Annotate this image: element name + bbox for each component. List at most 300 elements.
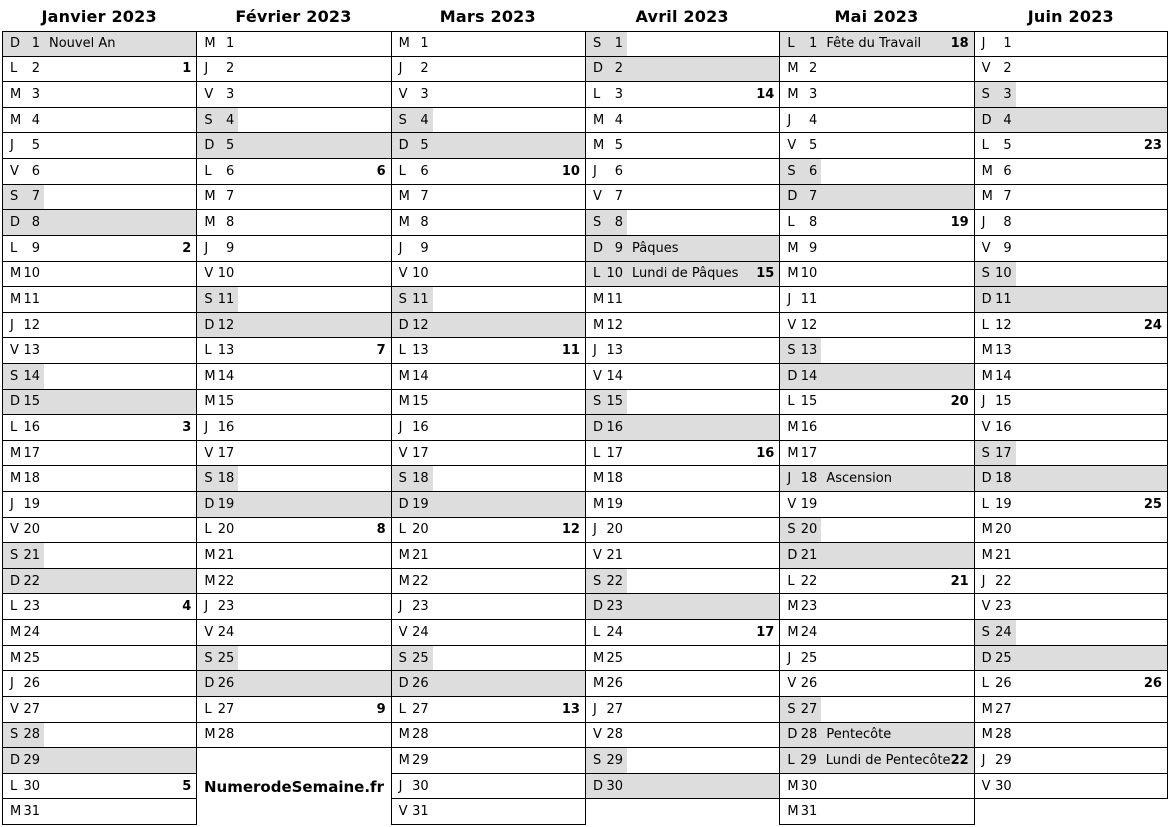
day-letter: M [981, 343, 993, 359]
month-title: Mars 2023 [439, 7, 536, 26]
day-number: 2 [614, 61, 623, 77]
day-letter: M [787, 778, 799, 794]
day-cell [585, 594, 779, 620]
day-letter: V [592, 548, 602, 564]
day-cell [585, 287, 779, 313]
day-cell [391, 338, 585, 364]
day-cell [585, 723, 779, 749]
day-letter: D [204, 138, 215, 154]
day-letter: D [398, 138, 409, 154]
day-cell [779, 415, 973, 441]
day-letter: D [592, 778, 603, 794]
day-number: 29 [995, 752, 1012, 768]
day-cell [974, 646, 1168, 672]
day-cell [779, 518, 973, 544]
day-number: 26 [995, 676, 1012, 692]
day-letter: M [398, 368, 410, 384]
day-cell [779, 31, 973, 57]
day-cell [196, 492, 390, 518]
day-number: 15 [217, 394, 235, 410]
day-number: 21 [412, 548, 429, 564]
day-number: 27 [800, 701, 818, 717]
day-letter: L [981, 138, 989, 154]
day-cell [2, 620, 196, 646]
day-letter: M [398, 394, 410, 410]
day-cell [196, 57, 390, 83]
day-letter: J [398, 599, 403, 615]
day-letter: D [204, 317, 215, 333]
day-cell [2, 799, 196, 825]
day-number: 20 [412, 522, 429, 538]
day-letter: D [10, 573, 21, 589]
day-cell [196, 133, 390, 159]
day-number: 16 [217, 419, 235, 435]
week-number: 3 [182, 419, 192, 435]
day-letter: V [398, 804, 408, 820]
day-number: 8 [420, 215, 429, 231]
week-number: 9 [376, 701, 386, 717]
day-number: 19 [606, 496, 623, 512]
day-letter: D [398, 317, 409, 333]
day-letter: D [10, 215, 21, 231]
day-cell [779, 364, 973, 390]
day-number: 29 [800, 752, 817, 768]
day-number: 20 [995, 522, 1012, 538]
day-number: 14 [606, 368, 623, 384]
month-title: Février 2023 [235, 7, 352, 26]
day-letter: S [10, 727, 19, 743]
day-number: 15 [606, 394, 623, 410]
week-number: 15 [756, 266, 775, 282]
day-cell [974, 518, 1168, 544]
day-letter: M [204, 36, 216, 52]
day-cell [779, 671, 973, 697]
day-cell [974, 569, 1168, 595]
day-number: 9 [614, 240, 623, 256]
day-letter: M [787, 445, 799, 461]
day-number: 25 [995, 650, 1012, 666]
day-letter: S [981, 87, 990, 103]
day-letter: M [592, 496, 605, 512]
day-number: 16 [23, 419, 40, 435]
day-cell [391, 262, 585, 288]
day-letter: J [204, 240, 209, 256]
day-cell [391, 492, 585, 518]
day-letter: D [592, 240, 603, 256]
day-letter: M [592, 138, 605, 154]
day-letter: L [787, 36, 795, 52]
day-letter: D [787, 189, 798, 205]
day-number: 15 [995, 394, 1012, 410]
day-number: 22 [800, 573, 818, 589]
day-letter: S [787, 343, 796, 359]
day-cell [196, 671, 390, 697]
day-letter: V [204, 624, 214, 640]
day-number: 26 [606, 676, 623, 692]
day-cell [779, 390, 973, 416]
day-number: 15 [23, 394, 40, 410]
day-cell [196, 313, 390, 339]
day-letter: M [592, 650, 605, 666]
day-letter: M [10, 112, 22, 128]
day-number: 12 [412, 317, 429, 333]
day-cell [196, 108, 390, 134]
week-number: 10 [561, 163, 580, 179]
day-cell [196, 569, 390, 595]
day-letter: J [398, 240, 403, 256]
day-number: 22 [412, 573, 429, 589]
day-cell [391, 133, 585, 159]
day-number: 22 [995, 573, 1012, 589]
day-cell [585, 108, 779, 134]
day-cell [391, 620, 585, 646]
day-cell [196, 620, 390, 646]
day-number: 27 [412, 701, 429, 717]
day-number: 24 [995, 624, 1012, 640]
day-number: 18 [995, 471, 1012, 487]
day-letter: D [592, 599, 603, 615]
day-letter: J [981, 36, 986, 52]
day-number: 13 [800, 343, 818, 359]
day-letter: L [981, 317, 989, 333]
day-number: 21 [995, 548, 1012, 564]
day-letter: J [204, 599, 209, 615]
day-letter: M [981, 727, 993, 743]
day-cell [974, 364, 1168, 390]
day-number: 24 [23, 624, 40, 640]
day-letter: D [398, 676, 409, 692]
month-title: Mai 2023 [834, 7, 919, 26]
day-number: 29 [23, 752, 40, 768]
day-number: 19 [412, 496, 429, 512]
day-letter: M [787, 624, 799, 640]
day-cell [779, 236, 973, 262]
day-cell [391, 185, 585, 211]
day-cell [779, 646, 973, 672]
day-cell [585, 210, 779, 236]
day-cell [974, 82, 1168, 108]
day-letter: J [787, 112, 792, 128]
day-letter: L [787, 752, 795, 768]
day-number: 7 [614, 189, 623, 205]
day-letter: M [204, 727, 216, 743]
day-number: 14 [217, 368, 235, 384]
day-letter: S [981, 624, 990, 640]
day-letter: S [592, 394, 602, 410]
day-number: 23 [995, 599, 1012, 615]
day-letter: M [10, 471, 22, 487]
day-number: 18 [800, 471, 818, 487]
day-number: 19 [800, 496, 818, 512]
day-cell [974, 108, 1168, 134]
day-cell [391, 57, 585, 83]
week-number: 23 [1143, 138, 1162, 154]
day-letter: M [787, 240, 799, 256]
week-number: 5 [182, 778, 192, 794]
day-letter: S [592, 215, 602, 231]
day-cell [2, 57, 196, 83]
day-cell [2, 31, 196, 57]
day-number: 11 [217, 291, 235, 307]
day-cell [779, 466, 973, 492]
day-number: 8 [614, 215, 623, 231]
day-number: 30 [606, 778, 623, 794]
week-number: 13 [561, 701, 580, 717]
day-number: 10 [412, 266, 429, 282]
week-number: 12 [561, 522, 580, 538]
day-cell [196, 466, 390, 492]
day-number: 28 [412, 727, 429, 743]
day-number: 12 [800, 317, 818, 333]
day-number: 3 [614, 87, 623, 103]
day-cell [391, 441, 585, 467]
month-title: Avril 2023 [635, 7, 729, 26]
day-letter: V [204, 266, 214, 282]
day-letter: J [981, 394, 986, 410]
day-number: 18 [23, 471, 40, 487]
day-letter: D [787, 368, 798, 384]
day-letter: M [398, 215, 410, 231]
day-number: 28 [995, 727, 1012, 743]
day-letter: V [204, 445, 214, 461]
day-cell [779, 774, 973, 800]
day-letter: V [204, 87, 214, 103]
day-letter: M [787, 419, 799, 435]
day-letter: D [10, 36, 21, 52]
day-number: 21 [217, 548, 235, 564]
day-cell [391, 31, 585, 57]
day-number: 13 [23, 343, 40, 359]
day-cell [196, 364, 390, 390]
day-letter: M [592, 317, 605, 333]
day-letter: D [10, 752, 21, 768]
day-letter: L [204, 343, 212, 359]
day-letter: V [981, 240, 991, 256]
day-number: 8 [809, 215, 818, 231]
day-number: 27 [606, 701, 623, 717]
day-cell [974, 390, 1168, 416]
day-cell [974, 236, 1168, 262]
day-letter: L [10, 778, 18, 794]
day-cell [974, 723, 1168, 749]
day-number: 14 [995, 368, 1012, 384]
day-letter: S [204, 291, 213, 307]
day-number: 14 [412, 368, 429, 384]
day-cell [585, 671, 779, 697]
day-letter: L [981, 676, 989, 692]
day-cell [391, 364, 585, 390]
day-letter: D [981, 291, 992, 307]
day-cell [196, 415, 390, 441]
day-number: 11 [23, 291, 40, 307]
day-number: 31 [412, 804, 429, 820]
day-cell [974, 671, 1168, 697]
day-letter: L [204, 701, 212, 717]
day-cell [196, 31, 390, 57]
day-number: 17 [606, 445, 623, 461]
day-cell [974, 210, 1168, 236]
day-letter: S [981, 266, 990, 282]
day-letter: S [10, 368, 19, 384]
day-number: 25 [217, 650, 235, 666]
day-number: 11 [412, 291, 429, 307]
day-number: 2 [31, 61, 40, 77]
day-number: 30 [412, 778, 429, 794]
day-number: 17 [23, 445, 40, 461]
day-letter: L [592, 266, 601, 282]
day-cell [974, 133, 1168, 159]
day-number: 20 [800, 522, 818, 538]
day-cell [585, 338, 779, 364]
day-letter: V [787, 676, 797, 692]
day-cell [585, 748, 779, 774]
day-letter: V [398, 624, 408, 640]
day-letter: J [204, 419, 209, 435]
day-number: 9 [226, 240, 235, 256]
day-cell [974, 594, 1168, 620]
day-letter: V [398, 445, 408, 461]
day-number: 7 [1003, 189, 1012, 205]
day-letter: L [787, 573, 795, 589]
day-number: 18 [412, 471, 429, 487]
day-letter: M [204, 368, 216, 384]
day-letter: J [398, 778, 403, 794]
day-number: 16 [995, 419, 1012, 435]
week-number: 17 [756, 624, 775, 640]
day-number: 6 [420, 163, 429, 179]
day-letter: M [10, 624, 22, 640]
day-cell [974, 415, 1168, 441]
day-number: 21 [606, 548, 623, 564]
day-letter: M [10, 266, 22, 282]
day-letter: V [981, 599, 991, 615]
day-letter: M [398, 189, 410, 205]
day-cell [196, 236, 390, 262]
day-cell [196, 543, 390, 569]
calendar-grid [2, 2, 1168, 825]
day-letter: M [10, 650, 22, 666]
holiday-label: Nouvel An [49, 36, 116, 52]
day-cell [585, 31, 779, 57]
day-cell [391, 108, 585, 134]
day-letter: J [592, 522, 597, 538]
day-letter: V [592, 189, 602, 205]
day-letter: D [787, 727, 798, 743]
day-number: 8 [226, 215, 235, 231]
day-letter: M [10, 87, 22, 103]
day-number: 3 [420, 87, 429, 103]
day-letter: M [592, 112, 605, 128]
day-number: 16 [800, 419, 818, 435]
day-cell [391, 390, 585, 416]
day-cell [2, 748, 196, 774]
day-letter: D [592, 61, 603, 77]
day-letter: M [592, 471, 605, 487]
day-cell [2, 159, 196, 185]
day-number: 26 [800, 676, 818, 692]
day-letter: M [398, 36, 410, 52]
day-number: 6 [31, 163, 40, 179]
day-number: 10 [23, 266, 40, 282]
day-number: 31 [23, 804, 40, 820]
day-letter: M [204, 548, 216, 564]
day-number: 3 [1003, 87, 1012, 103]
day-number: 4 [1003, 112, 1012, 128]
day-letter: S [787, 522, 796, 538]
day-number: 5 [420, 138, 429, 154]
day-letter: M [10, 804, 22, 820]
week-number: 18 [950, 36, 969, 52]
day-number: 3 [226, 87, 235, 103]
day-cell [196, 262, 390, 288]
day-letter: V [10, 522, 19, 538]
day-letter: M [981, 701, 993, 717]
day-number: 10 [217, 266, 235, 282]
day-letter: D [10, 394, 21, 410]
day-cell [2, 236, 196, 262]
day-number: 4 [809, 112, 818, 128]
week-number: 6 [376, 163, 386, 179]
day-cell [2, 262, 196, 288]
day-cell [391, 594, 585, 620]
day-number: 1 [809, 36, 818, 52]
day-number: 17 [412, 445, 429, 461]
day-letter: L [398, 522, 406, 538]
day-cell [974, 262, 1168, 288]
day-cell [196, 210, 390, 236]
day-cell [2, 723, 196, 749]
day-cell [585, 492, 779, 518]
day-cell [779, 185, 973, 211]
day-letter: S [10, 548, 19, 564]
day-number: 28 [23, 727, 40, 743]
day-cell [2, 774, 196, 800]
day-cell [779, 799, 973, 825]
day-number: 5 [1003, 138, 1012, 154]
day-letter: J [787, 291, 792, 307]
holiday-label: Ascension [826, 471, 892, 487]
week-number: 16 [756, 445, 775, 461]
holiday-label: Pentecôte [826, 727, 892, 743]
day-cell [196, 338, 390, 364]
day-number: 23 [606, 599, 623, 615]
day-cell [585, 57, 779, 83]
day-cell [391, 518, 585, 544]
day-letter: M [204, 573, 216, 589]
day-number: 21 [800, 548, 818, 564]
day-cell [585, 313, 779, 339]
day-cell [974, 748, 1168, 774]
day-letter: S [398, 112, 407, 128]
day-letter: M [592, 676, 605, 692]
day-number: 25 [23, 650, 40, 666]
day-number: 6 [1003, 163, 1012, 179]
day-number: 26 [412, 676, 429, 692]
day-cell [779, 620, 973, 646]
day-cell [196, 82, 390, 108]
day-number: 22 [217, 573, 235, 589]
day-cell [974, 697, 1168, 723]
day-cell [585, 133, 779, 159]
day-letter: M [981, 522, 993, 538]
day-letter: J [592, 701, 597, 717]
day-letter: L [592, 87, 601, 103]
day-cell [585, 364, 779, 390]
day-letter: L [787, 215, 795, 231]
day-letter: D [398, 496, 409, 512]
day-number: 2 [420, 61, 429, 77]
day-number: 4 [614, 112, 623, 128]
